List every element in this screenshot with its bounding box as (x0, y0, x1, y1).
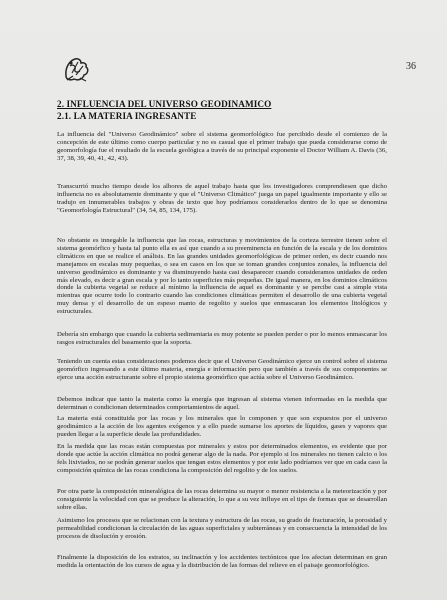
paragraph: No obstante es innegable la influencia que las rocas, estructuras y movimientos de la corteza terrestre tienen sobre el sistema geomórfico y hasta tal punto ella es así que cuando a su preeminencia en función de la escala y de los dominios climáticos en que se realice el análisis. En las grandes unidades geomorfológicas de primer orden, es decir cuando nos manejamos en escalas muy pequeñas, o sea en casos en los que se toman grandes conjuntos zonales, la influencia del universo geodinámico es dominante y va disminuyendo hasta casi desaparecer cuando consideramos unidades de orden más elevado, es decir a gran escala y por lo tanto superficies más pequeñas. De igual manera, en los dominios climáticos donde la cubierta vegetal se reduce al mínimo la influencia de aquel es dominante y se percibe casi a simple vista mientras que ocurre todo lo contrario cuando las condiciones climáticas permiten el desarrollo de una cubierta vegetal muy densa y el desarrollo de un espeso manto de regolito y suelos que enmascaran los elementos litológicos y estructurales. (57, 237, 387, 316)
paragraph: Asimismo los procesos que se relacionan con la textura y estructura de las rocas, su grado de fracturación, la porosidad y permeabilidad condicionan la circulación de las aguas superficiales y subterráneas y en consecuencia la intensidad de los procesos de disolución y erosión. (57, 517, 387, 540)
paragraph: Transcurrió mucho tiempo desde los albores de aquel trabajo hasta que los investigadores comprendiesen que dicho influencia no es absolutamente dominante y que el "Universo Climático" juega un papel igualmente importante y ello se tradujo en innumerables trabajos y obras de texto que hoy podríamos considerarlos dentro de lo que se denomina "Geomorfología Estructural" (34, 54, 85, 134, 175). (57, 183, 387, 214)
paragraph: Debemos indicar que tanto la materia como la energía que ingresan al sistema vienen informadas en la medida que determinan o condicionan determinados comportamientos de aquel. (57, 396, 387, 411)
paragraph: La influencia del "Universo Geodinámico" sobre el sistema geomorfológico fue percibido desde el comienzo de la concepción de este último como cuerpo particular y no es casual que el primer trabajo que pueda considerarse como de geomorfología fue el resultado de la escuela geológica a través de su principal exponente el Doctor William A. Davis (36, 37, 38, 39, 40, 41, 42, 43). (57, 131, 387, 162)
section-heading: 2. INFLUENCIA DEL UNIVERSO GEODINAMICO (57, 99, 272, 109)
page-number: 36 (406, 61, 416, 72)
subsection-heading: 2.1. LA MATERIA INGRESANTE (57, 111, 197, 121)
paragraph: La materia está constituida por las rocas y los minerales que lo componen y que son expuestos por el universo geodinámico a la acción de los agentes exógenos y a ello puede sumarse los aportes de líquidos, gases y vapores que pueden llegar a la superficie desde las profundidades. (57, 415, 387, 438)
paragraph: Teniendo un cuenta estas consideraciones podemos decir que el Universo Geodinámico ejerce un control sobre el sistema geomórfico ingresando a este último materia, energía e información pero que también a través de sus componentes se ejerce una acción estructurante sobre el propio sistema geomórfico que actúa sobre el Universo Geodinámico. (57, 358, 387, 381)
university-crest-icon (62, 54, 92, 84)
paragraph: Finalmente la disposición de los estratos, su inclinación y los accidentes tectónicos que los afectan determinan en gran medida la orientación de los cursos de agua y la distribución de las formas del relieve en el paisaje geomorfológico. (57, 554, 387, 569)
paragraph: Debería sin embargo que cuando la cubierta sedimentaria es muy potente se pueden perder o por lo menos enmascarar los rasgos estructurales del basamento que la soporta. (57, 331, 387, 346)
paragraph: Por otra parte la composición mineralógica de las rocas determina su mayor o menor resistencia a la meteorización y por consiguiente la velocidad con que se produce la alteración, lo que a su vez influye en el tipo de formas que se desarrollan sobre ellas. (57, 488, 387, 511)
paragraph: En la medida que las rocas están compuestas por minerales y estos por determinados elementos, es evidente que por donde que actúe la acción climática no podrá generar algo de la nada. Por ejemplo si los minerales no tienen calcio o los fels lixiviados, no se podrán generar suelos que tengan estos elementos y por este lado podríamos ver que en cada caso la composición química de las rocas condiciona la composición del regolito y de los suelos. (57, 443, 387, 474)
